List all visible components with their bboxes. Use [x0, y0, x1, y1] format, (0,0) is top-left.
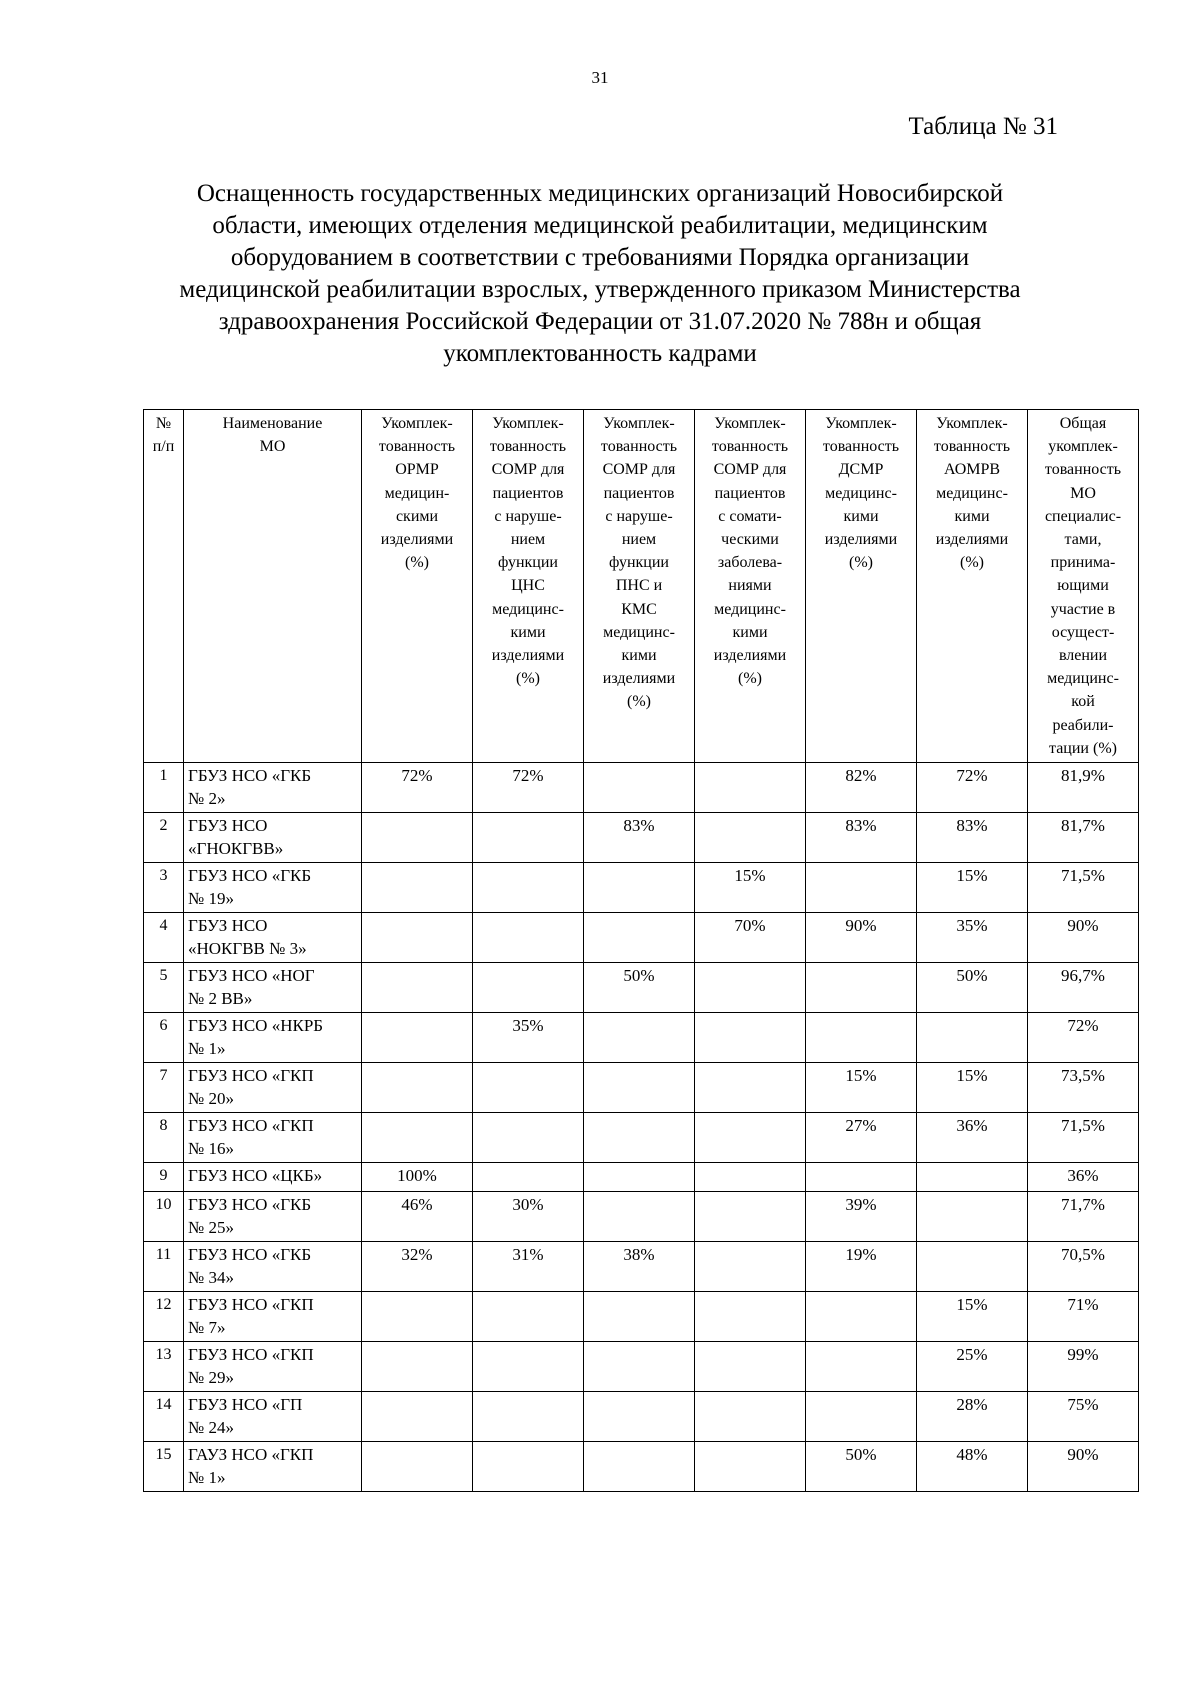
header-line: Укомплек- — [381, 415, 453, 432]
cell-aomrv — [917, 1192, 1028, 1242]
cell-ormr — [362, 913, 473, 963]
col-aomrv-header — [917, 410, 1028, 763]
header-line: кой — [1071, 693, 1095, 711]
table-header-row — [144, 410, 1139, 763]
cell-ormr — [362, 863, 473, 913]
organization-name — [184, 1342, 362, 1392]
cell-somr-cns — [473, 1163, 584, 1192]
row-number: 15 — [144, 1442, 184, 1492]
organization-name-line: ГБУЗ НСО «ГКП — [188, 1345, 314, 1365]
header-line: тованность — [489, 438, 567, 456]
page-number: 31 — [591, 68, 609, 87]
cell-total: 71,7% — [1028, 1192, 1139, 1242]
organization-name — [184, 813, 362, 863]
cell-somr-som — [695, 813, 806, 863]
cell-total: 99% — [1028, 1342, 1139, 1392]
header-line: (%) — [627, 693, 651, 711]
cell-somr-cns — [473, 863, 584, 913]
cell-dsmr — [806, 1342, 917, 1392]
header-line: кими — [621, 647, 657, 665]
header-line: АОМРВ — [943, 461, 1001, 479]
col-ormr-header — [362, 410, 473, 763]
header-line: кими — [954, 507, 990, 525]
organization-name-line: № 34» — [188, 1268, 234, 1288]
cell-aomrv — [917, 1242, 1028, 1292]
cell-somr-som — [695, 1392, 806, 1442]
cell-dsmr: 27% — [806, 1113, 917, 1163]
header-line: СОМР для — [713, 461, 787, 479]
table-row — [144, 1392, 1139, 1442]
header-line: с сомати- — [718, 507, 782, 525]
organization-name-line: ГБУЗ НСО «ЦКБ» — [188, 1166, 323, 1186]
cell-ormr — [362, 1113, 473, 1163]
header-line: функции — [498, 554, 558, 572]
header-line: скими — [395, 507, 439, 525]
header-line: КМС — [621, 600, 657, 618]
cell-somr-cns — [473, 1113, 584, 1163]
cell-dsmr: 39% — [806, 1192, 917, 1242]
cell-total: 70,5% — [1028, 1242, 1139, 1292]
organization-name-line: ГБУЗ НСО «ГКП — [188, 1116, 314, 1136]
cell-somr-som — [695, 1242, 806, 1292]
cell-somr-cns — [473, 1063, 584, 1113]
cell-somr-som — [695, 763, 806, 813]
row-number: 4 — [144, 913, 184, 963]
header-line: принима- — [1050, 554, 1116, 572]
organization-name-line: № 20» — [188, 1089, 234, 1109]
cell-aomrv — [917, 1163, 1028, 1192]
document-title — [150, 178, 1050, 370]
header-line: медицинс- — [936, 484, 1008, 502]
organization-name-line: ГБУЗ НСО «ГП — [188, 1395, 303, 1415]
cell-dsmr — [806, 863, 917, 913]
row-number: 9 — [144, 1163, 184, 1192]
header-line: медицинс- — [603, 623, 675, 641]
cell-somr-som — [695, 1292, 806, 1342]
header-line: тованность — [1044, 461, 1122, 479]
cell-somr-cns: 72% — [473, 763, 584, 813]
table-row — [144, 1013, 1139, 1063]
organization-name-line: № 1» — [188, 1468, 226, 1488]
cell-dsmr — [806, 1292, 917, 1342]
cell-somr-som — [695, 1192, 806, 1242]
organization-name — [184, 913, 362, 963]
header-line: медицинс- — [714, 600, 786, 618]
header-line: укомплек- — [1048, 438, 1118, 456]
cell-somr-som — [695, 1442, 806, 1492]
cell-somr-pns — [584, 1113, 695, 1163]
header-line: тами, — [1064, 531, 1102, 549]
cell-somr-som — [695, 1342, 806, 1392]
organization-name — [184, 1013, 362, 1063]
cell-somr-pns — [584, 1342, 695, 1392]
organization-name — [184, 1392, 362, 1442]
organization-name-line: ГБУЗ НСО «ГКП — [188, 1066, 314, 1086]
cell-somr-pns: 83% — [584, 813, 695, 863]
header-line: пациентов — [714, 484, 786, 502]
organization-name — [184, 1442, 362, 1492]
col-number-header — [144, 410, 184, 763]
title-line: здравоохранения Российской Федерации от 31.07.2020 № 788н и общая — [218, 308, 982, 335]
cell-somr-pns — [584, 763, 695, 813]
header-line: медицин- — [384, 484, 450, 502]
header-line: тации (%) — [1049, 739, 1117, 757]
organization-name — [184, 1113, 362, 1163]
cell-total: 90% — [1028, 913, 1139, 963]
organization-name — [184, 1292, 362, 1342]
cell-ormr — [362, 1442, 473, 1492]
cell-somr-som: 15% — [695, 863, 806, 913]
col-somr-somatic-header — [695, 410, 806, 763]
header-line: МО — [1070, 484, 1096, 502]
table-row — [144, 1063, 1139, 1113]
header-line: (%) — [516, 670, 540, 688]
cell-somr-pns — [584, 863, 695, 913]
header-line: с наруше- — [494, 507, 562, 525]
header-line: тованность — [711, 438, 789, 456]
header-line: с наруше- — [605, 507, 673, 525]
row-number: 1 — [144, 763, 184, 813]
row-number: 14 — [144, 1392, 184, 1442]
header-line: ДСМР — [838, 461, 884, 479]
header-line: (%) — [960, 554, 984, 572]
cell-dsmr — [806, 1163, 917, 1192]
header-line: Укомплек- — [714, 415, 786, 432]
header-line: осущест- — [1051, 623, 1115, 641]
header-line: медицинс- — [1047, 670, 1119, 688]
organization-name-line: № 2 ВВ» — [188, 989, 253, 1009]
organization-name — [184, 863, 362, 913]
row-number: 6 — [144, 1013, 184, 1063]
header-line: ЦНС — [511, 577, 545, 595]
col-total-header — [1028, 410, 1139, 763]
row-number: 3 — [144, 863, 184, 913]
title-line: Оснащенность государственных медицинских организаций Новосибирской — [196, 180, 1004, 207]
table-row — [144, 1163, 1139, 1192]
cell-total: 90% — [1028, 1442, 1139, 1492]
header-line: изделиями — [380, 531, 454, 549]
row-number: 13 — [144, 1342, 184, 1392]
cell-total: 75% — [1028, 1392, 1139, 1442]
cell-total: 81,9% — [1028, 763, 1139, 813]
cell-dsmr — [806, 963, 917, 1013]
header-line: п/п — [152, 438, 175, 456]
header-line: изделиями — [824, 531, 898, 549]
organization-name — [184, 763, 362, 813]
cell-somr-pns — [584, 913, 695, 963]
header-line: изделиями — [602, 670, 676, 688]
header-line: кими — [843, 507, 879, 525]
organization-name-line: ГБУЗ НСО «НКРБ — [188, 1016, 324, 1036]
header-line: медицинс- — [825, 484, 897, 502]
header-line: (%) — [738, 670, 762, 688]
table-row — [144, 963, 1139, 1013]
table-row — [144, 1342, 1139, 1392]
header-line: СОМР для — [491, 461, 565, 479]
cell-ormr — [362, 1013, 473, 1063]
cell-somr-cns: 35% — [473, 1013, 584, 1063]
organization-name-line: ГАУЗ НСО «ГКП — [188, 1445, 314, 1465]
header-line: реабили- — [1052, 716, 1114, 734]
header-line: № — [155, 415, 172, 432]
table-row — [144, 1192, 1139, 1242]
header-line: ниями — [728, 577, 772, 595]
organization-name-line: «НОКГВВ № 3» — [188, 939, 307, 959]
row-number: 7 — [144, 1063, 184, 1113]
organization-name-line: «ГНОКГВВ» — [188, 839, 284, 859]
header-line: Укомплек- — [936, 415, 1008, 432]
header-line: СОМР для — [602, 461, 676, 479]
cell-aomrv: 48% — [917, 1442, 1028, 1492]
cell-ormr — [362, 1342, 473, 1392]
header-line: нием — [510, 531, 546, 549]
cell-ormr: 32% — [362, 1242, 473, 1292]
header-line: ющими — [1057, 577, 1109, 595]
row-number: 5 — [144, 963, 184, 1013]
cell-dsmr: 90% — [806, 913, 917, 963]
organization-name — [184, 1163, 362, 1192]
cell-ormr: 100% — [362, 1163, 473, 1192]
header-line: МО — [259, 438, 286, 456]
cell-aomrv: 25% — [917, 1342, 1028, 1392]
cell-ormr: 46% — [362, 1192, 473, 1242]
cell-somr-cns — [473, 813, 584, 863]
cell-somr-som — [695, 1113, 806, 1163]
header-line: (%) — [405, 554, 429, 572]
header-line: участие в — [1050, 600, 1116, 618]
organization-name-line: № 7» — [188, 1318, 226, 1338]
cell-total: 36% — [1028, 1163, 1139, 1192]
cell-aomrv: 35% — [917, 913, 1028, 963]
cell-somr-som — [695, 1163, 806, 1192]
header-line: кими — [510, 623, 546, 641]
title-line: укомплектованность кадрами — [443, 340, 757, 367]
cell-dsmr: 82% — [806, 763, 917, 813]
table-row — [144, 913, 1139, 963]
cell-somr-cns — [473, 1292, 584, 1342]
col-somr-cns-header — [473, 410, 584, 763]
cell-aomrv: 36% — [917, 1113, 1028, 1163]
title-line: области, имеющих отделения медицинской реабилитации, медицинским — [212, 212, 988, 239]
header-line: пациентов — [603, 484, 675, 502]
cell-aomrv: 72% — [917, 763, 1028, 813]
header-line: специалис- — [1044, 507, 1122, 525]
header-line: влении — [1058, 647, 1108, 665]
cell-aomrv: 15% — [917, 863, 1028, 913]
organization-name-line: № 16» — [188, 1139, 234, 1159]
organization-name — [184, 1242, 362, 1292]
equipment-table — [143, 409, 1139, 1492]
cell-dsmr — [806, 1392, 917, 1442]
cell-ormr — [362, 1392, 473, 1442]
cell-somr-pns — [584, 1013, 695, 1063]
header-line: изделиями — [935, 531, 1009, 549]
cell-dsmr: 50% — [806, 1442, 917, 1492]
row-number: 10 — [144, 1192, 184, 1242]
table-row — [144, 763, 1139, 813]
organization-name-line: № 1» — [188, 1039, 226, 1059]
cell-somr-cns — [473, 1392, 584, 1442]
cell-aomrv: 50% — [917, 963, 1028, 1013]
cell-ormr — [362, 963, 473, 1013]
header-line: функции — [609, 554, 669, 572]
organization-name-line: ГБУЗ НСО «ГКБ — [188, 1245, 312, 1265]
cell-total: 96,7% — [1028, 963, 1139, 1013]
organization-name-line: ГБУЗ НСО — [188, 916, 268, 936]
table-row — [144, 863, 1139, 913]
cell-somr-pns — [584, 1292, 695, 1342]
row-number: 8 — [144, 1113, 184, 1163]
organization-name — [184, 1063, 362, 1113]
cell-somr-som — [695, 963, 806, 1013]
organization-name-line: ГБУЗ НСО «ГКБ — [188, 866, 312, 886]
header-line: тованность — [822, 438, 900, 456]
cell-ormr — [362, 1292, 473, 1342]
col-somr-pns-header — [584, 410, 695, 763]
header-line: тованность — [933, 438, 1011, 456]
header-line: тованность — [378, 438, 456, 456]
organization-name-line: № 29» — [188, 1368, 234, 1388]
header-line: изделиями — [713, 647, 787, 665]
cell-somr-som: 70% — [695, 913, 806, 963]
header-line: нием — [621, 531, 657, 549]
cell-total: 72% — [1028, 1013, 1139, 1063]
table-row — [144, 1292, 1139, 1342]
header-line: ПНС и — [615, 577, 663, 595]
table-row — [144, 813, 1139, 863]
cell-somr-cns: 31% — [473, 1242, 584, 1292]
table-caption: Таблица № 31 — [908, 113, 1058, 140]
organization-name-line: № 24» — [188, 1418, 234, 1438]
cell-ormr: 72% — [362, 763, 473, 813]
cell-ormr — [362, 813, 473, 863]
cell-total: 71,5% — [1028, 863, 1139, 913]
cell-aomrv — [917, 1013, 1028, 1063]
cell-somr-cns — [473, 1342, 584, 1392]
cell-aomrv: 15% — [917, 1063, 1028, 1113]
row-number: 2 — [144, 813, 184, 863]
row-number: 11 — [144, 1242, 184, 1292]
organization-name-line: № 25» — [188, 1218, 234, 1238]
cell-somr-pns — [584, 1163, 695, 1192]
cell-total: 73,5% — [1028, 1063, 1139, 1113]
cell-somr-cns — [473, 913, 584, 963]
cell-somr-pns: 38% — [584, 1242, 695, 1292]
header-line: кими — [732, 623, 768, 641]
header-line: ОРМР — [395, 461, 439, 479]
col-dsmr-header — [806, 410, 917, 763]
header-line: Укомплек- — [603, 415, 675, 432]
header-line: ческими — [721, 531, 779, 549]
organization-name-line: ГБУЗ НСО «ГКП — [188, 1295, 314, 1315]
cell-dsmr — [806, 1013, 917, 1063]
cell-somr-pns — [584, 1442, 695, 1492]
cell-somr-pns — [584, 1063, 695, 1113]
organization-name-line: ГБУЗ НСО «ГКБ — [188, 1195, 312, 1215]
table-row — [144, 1242, 1139, 1292]
cell-somr-som — [695, 1013, 806, 1063]
cell-dsmr: 83% — [806, 813, 917, 863]
header-line: Наименование — [222, 415, 323, 432]
header-line: изделиями — [491, 647, 565, 665]
title-line: оборудованием в соответствии с требованиями Порядка организации — [230, 244, 970, 271]
header-line: пациентов — [492, 484, 564, 502]
header-line: Общая — [1059, 415, 1107, 432]
organization-name — [184, 1192, 362, 1242]
cell-somr-pns: 50% — [584, 963, 695, 1013]
cell-total: 71% — [1028, 1292, 1139, 1342]
table-row — [144, 1113, 1139, 1163]
cell-dsmr: 15% — [806, 1063, 917, 1113]
cell-somr-pns — [584, 1392, 695, 1442]
cell-somr-cns — [473, 1442, 584, 1492]
cell-somr-pns — [584, 1192, 695, 1242]
organization-name-line: № 2» — [188, 789, 226, 809]
header-line: тованность — [600, 438, 678, 456]
header-line: медицинс- — [492, 600, 564, 618]
organization-name — [184, 963, 362, 1013]
cell-total: 71,5% — [1028, 1113, 1139, 1163]
organization-name-line: ГБУЗ НСО «ГКБ — [188, 766, 312, 786]
header-line: Укомплек- — [492, 415, 564, 432]
table-row — [144, 1442, 1139, 1492]
cell-ormr — [362, 1063, 473, 1113]
cell-total: 81,7% — [1028, 813, 1139, 863]
cell-aomrv: 83% — [917, 813, 1028, 863]
organization-name-line: ГБУЗ НСО — [188, 816, 268, 836]
header-line: Укомплек- — [825, 415, 897, 432]
header-line: (%) — [849, 554, 873, 572]
cell-somr-cns — [473, 963, 584, 1013]
organization-name-line: ГБУЗ НСО «НОГ — [188, 966, 315, 986]
col-name-header — [184, 410, 362, 763]
cell-dsmr: 19% — [806, 1242, 917, 1292]
cell-aomrv: 15% — [917, 1292, 1028, 1342]
organization-name-line: № 19» — [188, 889, 234, 909]
title-line: медицинской реабилитации взрослых, утвержденного приказом Министерства — [179, 276, 1021, 303]
header-line: заболева- — [717, 554, 783, 572]
cell-aomrv: 28% — [917, 1392, 1028, 1442]
row-number: 12 — [144, 1292, 184, 1342]
cell-somr-som — [695, 1063, 806, 1113]
cell-somr-cns: 30% — [473, 1192, 584, 1242]
